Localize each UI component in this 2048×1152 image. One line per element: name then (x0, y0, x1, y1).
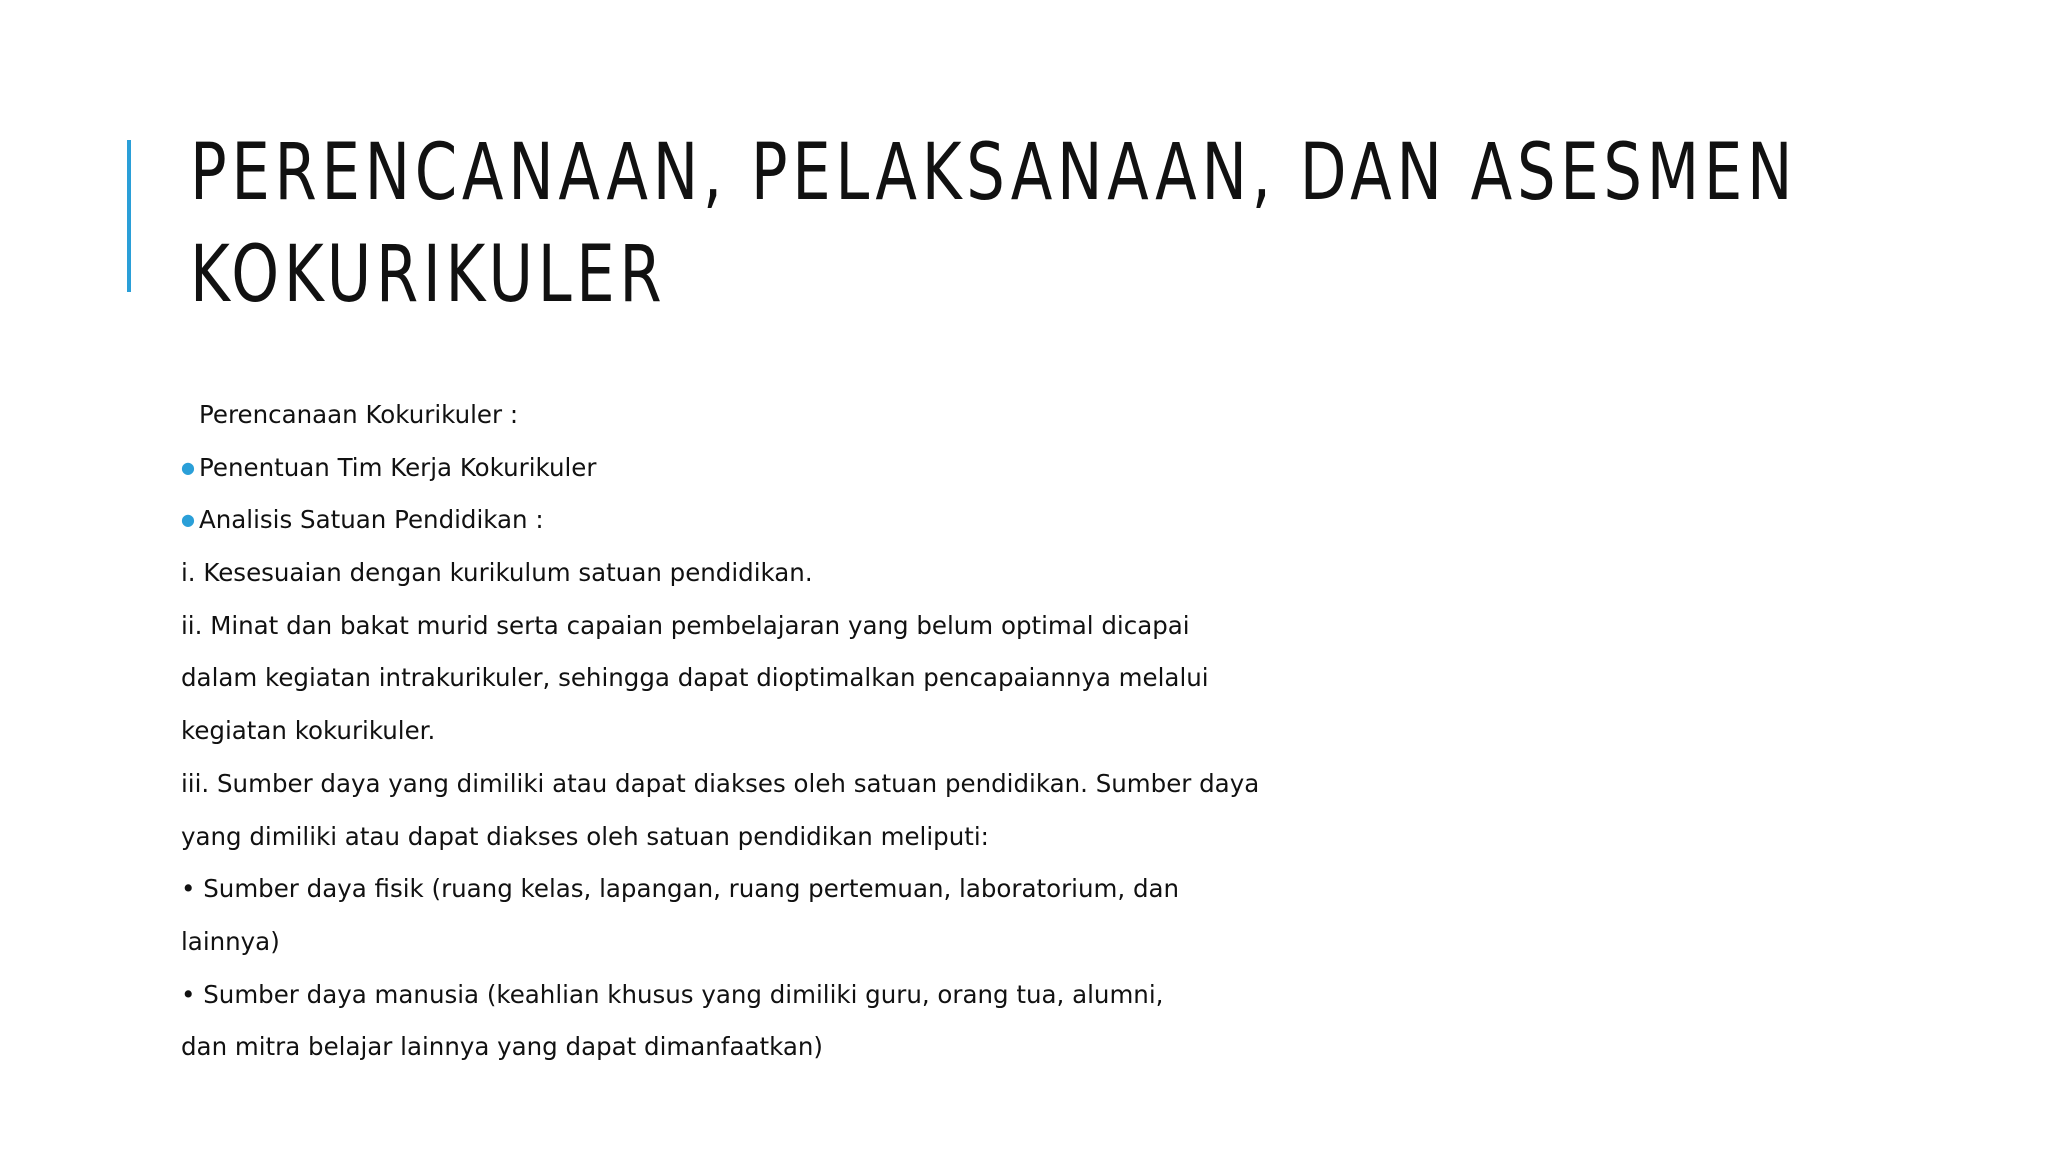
body-line: dan mitra belajar lainnya yang dapat dimanfaatkan) (181, 1032, 823, 1062)
body-line: dalam kegiatan intrakurikuler, sehingga dapat dioptimalkan pencapaiannya melalui (181, 663, 1209, 693)
bullet-item (181, 494, 1581, 547)
body-line: kegiatan kokurikuler. (181, 716, 436, 746)
body-line: • Sumber daya fisik (ruang kelas, lapangan, ruang pertemuan, laboratorium, dan (181, 874, 1180, 904)
body-line: lainnya) (181, 926, 280, 956)
bullet-item-text: Analisis Satuan Pendidikan : (199, 505, 544, 535)
bullet-item (181, 442, 1581, 495)
bullet-item-text: Penentuan Tim Kerja Kokurikuler (199, 452, 597, 482)
slide-title-line-1: PERENCANAAN, PELAKSANAAN, DAN ASESMEN (190, 128, 1798, 218)
body-line: iii. Sumber daya yang dimiliki atau dapat diakses oleh satuan pendidikan. Sumber daya (181, 768, 1260, 798)
bullet-dot-icon: ● (181, 510, 195, 530)
bullet-dot-icon: ● (181, 457, 195, 477)
body-line: • Sumber daya manusia (keahlian khusus yang dimiliki guru, orang tua, alumni, (181, 979, 1164, 1009)
title-accent-bar (127, 140, 131, 292)
body-line: ii. Minat dan bakat murid serta capaian pembelajaran yang belum optimal dicapai (181, 610, 1190, 640)
slide-title-line-2: KOKURIKULER (190, 230, 667, 320)
body-line: yang dimiliki atau dapat diakses oleh satuan pendidikan meliputi: (181, 821, 989, 851)
section-heading (181, 389, 1581, 442)
slide-body (181, 389, 1581, 1074)
slide-title (190, 122, 1798, 326)
section-heading-text: Perencanaan Kokurikuler : (199, 400, 519, 429)
body-line: i. Kesesuaian dengan kurikulum satuan pendidikan. (181, 558, 813, 588)
